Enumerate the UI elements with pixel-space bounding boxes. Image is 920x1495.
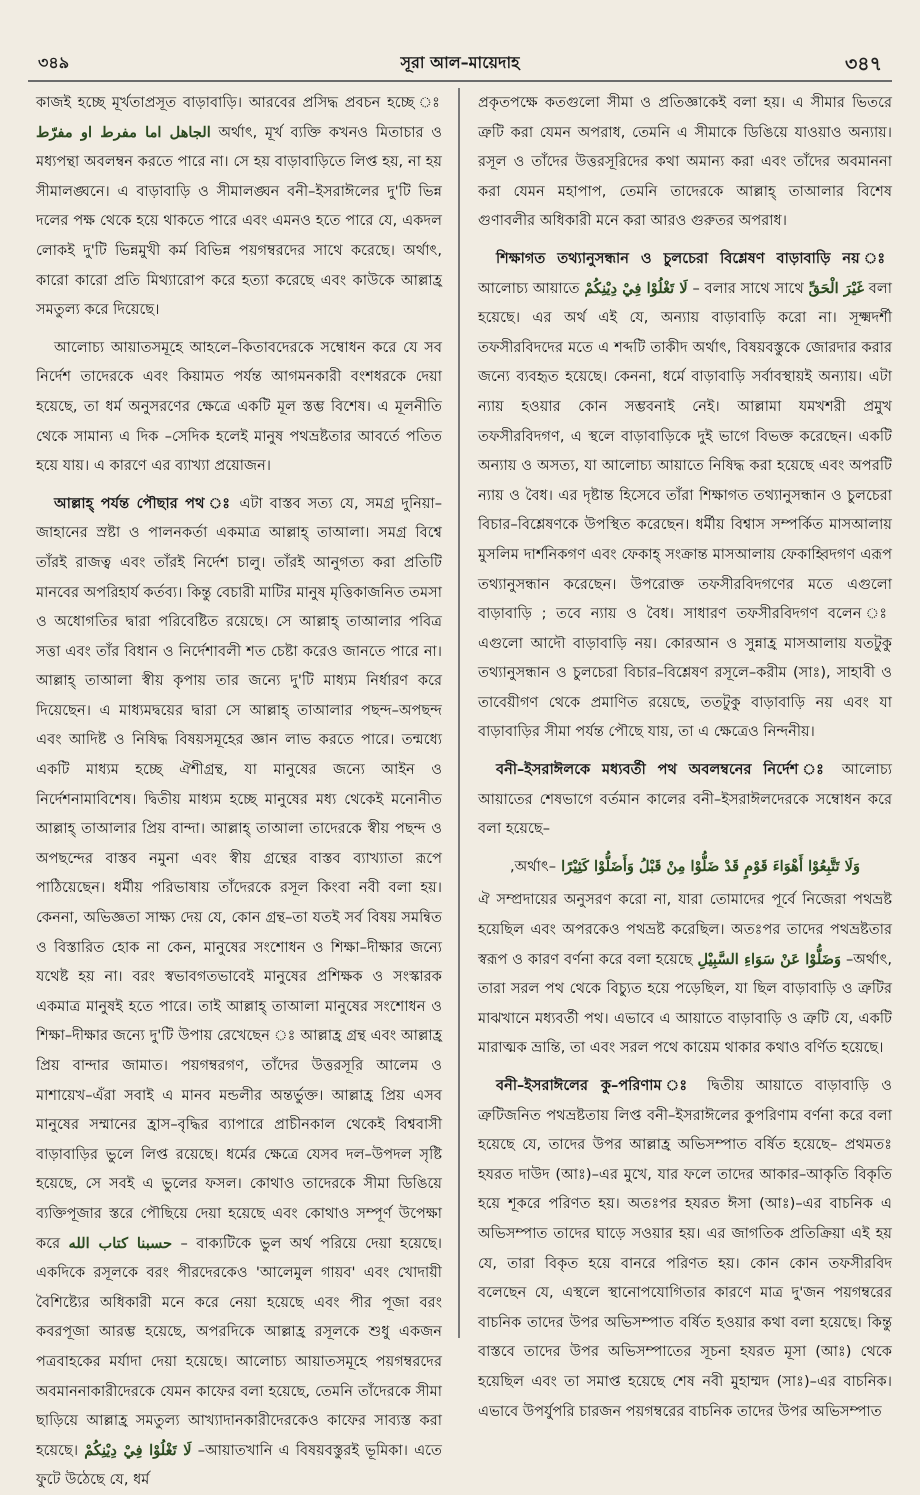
paragraph: প্রকৃতপক্ষে কতগুলো সীমা ও প্রতিজ্ঞাকেই বলা হয়। এ সীমার ভিতরে ত্রুটি করা যেমন অপরাধ, তেমনি এ সীমাকে ডিঙিয়ে যাওয়াও অন্যায়। রসূল ও তাঁদের উত্তরসূরিদের কথা অমান্য করা এবং তাঁদের অবমাননা করা যেমন মহাপাপ, তেমনি তাদেরকে আল্লাহ্ তাআলার বিশেষ গুণাবলীর অধিকারী মনে করা আরও গুরুতর অপরাধ। <box>478 94 892 230</box>
text: কাজই হচ্ছে মূর্খতাপ্রসূত বাড়াবাড়ি। আরবের প্রসিদ্ধ প্রবচন হচ্ছে ঃ <box>36 94 442 111</box>
arabic-quote: لَا تَغْلُوْا فِيْ دِيْنِكُمْ <box>84 1441 192 1459</box>
paragraph <box>36 489 442 1495</box>
page-number-left: ৩৪৯ <box>38 53 70 72</box>
left-column <box>36 88 443 1489</box>
arabic-quote: لَا تَغْلُوْا فِيْ دِيْنِكُمْ <box>584 279 688 297</box>
text: আলোচ্য আয়াতের শেষভাগে বর্তমান কালের বনী–ইসরাঈলদেরকে সম্বোধন করে বলা হয়েছে– <box>478 761 893 838</box>
text: দ্বিতীয় আয়াতে বাড়াবাড়ি ও ত্রুটিজনিত পথভ্রষ্টতায় লিপ্ত বনী–ইসরাঈলের কুপরিণাম বর্ণনা করে বলা হয়েছে যে, তাদের উপর আল্লাহ্র অভিসম্পাত বর্ষিত হয়েছে– প্রথমতঃ হযরত দাউদ (আঃ)–এর মুখে, যার ফলে তাদের আকার–আকৃতি বিকৃতি হয়ে শূকরে পরিণত হয়। অতঃপর হযরত ঈসা (আঃ)–এর বাচনিক এ অভিসম্পাত তাদের ঘাড়ে সওয়ার হয়। এর জাগতিক প্রতিক্রিয়া এই হয় যে, তারা বিকৃত হয়ে বানরে পরিণত হয়। কোন কোন তফসীরবিদ বলেছেন যে, এস্থলে স্থানোপযোগিতার কারণে মাত্র দু'জন পয়গম্বরের বাচনিক তাদের উপর অভিসম্পাত বর্ষিত হওয়ার কথা বলা হয়েছে। কিন্তু বাস্তবে তাদের উপর অভিসম্পাতের সূচনা হযরত মূসা (আঃ) থেকে হয়েছিল এবং তা সমাপ্ত হয়েছে শেষ নবী মুহাম্মদ (সাঃ)–এর বাচনিক। এভাবে উপর্যুপরি চারজন পয়গম্বরের বাচনিক তাদের উপর অভিসম্পাত <box>478 1077 893 1420</box>
arabic-quote: الجاهل اما مفرط او مفرّط <box>36 123 211 141</box>
arabic-quote: حسبنا كتاب الله <box>68 1234 173 1252</box>
text: –অর্থাৎ, <box>509 857 556 875</box>
paragraph <box>36 88 442 325</box>
running-title: সূরা আল–মায়েদাহ <box>400 53 520 72</box>
paragraph <box>478 244 892 747</box>
paragraph: আলোচ্য আয়াতসমূহে আহলে–কিতাবদেরকে সম্বোধন করে যে সব নির্দেশ তাদেরকে এবং কিয়ামত পর্যন্ত আগমনকারী বংশধরকে দেয়া হয়েছে, তা ধর্ম অনুসরণের ক্ষেত্রে একটি মূল স্তম্ভ বিশেষ। এ মূলনীতি থেকে সামান্য এ দিক –সেদিক হলেই মানুষ পথভ্রষ্টতার আবর্তে পতিত হয়ে যায়। এ কারণে এর ব্যাখ্যা প্রয়োজন। <box>36 338 442 475</box>
section-heading: শিক্ষাগত তথ্যানুসন্ধান ও চুলচেরা বিশ্লেষণ বাড়াবাড়ি নয় ঃ <box>496 249 892 267</box>
arabic-quote: وَضَلُّوْا عَنْ سَوَاءِ السَّبِيْلِ <box>697 950 842 968</box>
section-heading: বনী–ইসরাঈলকে মধ্যবর্তী পথ অবলম্বনের নির্দেশ ঃ <box>496 761 831 779</box>
page-header <box>28 40 892 82</box>
paragraph <box>478 1071 892 1426</box>
section-heading: আল্লাহ্ পর্যন্ত পৌছার পথ ঃ <box>54 494 233 512</box>
text: আলোচ্য আয়াতে <box>478 279 580 297</box>
text: –অর্থাৎ, তারা সরল পথ থেকে বিচ্যুত হয়ে পড়েছিল, যা ছিল বাড়াবাড়ি ও ত্রুটির মাঝখানে মধ্যবর্তী পথ। এভাবে এ আয়াতে বাড়াবাড়ি ও ত্রুটি যে, একটি মারাত্মক ভ্রান্তি, তা এবং সরল পথে কায়েম থাকার কথাও বর্ণিত হয়েছে। <box>478 950 893 1057</box>
text: এটা বাস্তব সত্য যে, সমগ্র দুনিয়া–জাহানের স্রষ্টা ও পালনকর্তা একমাত্র আল্লাহ্ তাআলা। সমগ্র বিশ্বে তাঁরই রাজত্ব এবং তাঁরই নির্দেশ চালু। তাঁরই আনুগত্য করা প্রতিটি মানবের অপরিহার্য কর্তব্য। কিন্তু বেচারী মাটির মানুষ মৃত্তিকাজনিত তমসা ও অধোগতির দ্বারা পরিবেষ্টিত রয়েছে। সে আল্লাহ্ তাআলার পবিত্র সত্তা এবং তাঁর বিধান ও নির্দেশাবলী শত চেষ্টা করেও জানতে পারে না। আল্লাহ্ তাআলা স্বীয় কৃপায় তার জন্যে দু'টি মাধ্যম নির্ধারণ করে দিয়েছেন। এ মাধ্যমদ্বয়ের দ্বারা সে আল্লাহ্ তাআলার পছন্দ–অপছন্দ এবং আদিষ্ট ও নিষিদ্ধ বিষয়সমূহের জ্ঞান লাভ করতে পারে। তন্মধ্যে একটি মাধ্যম হচ্ছে ঐশীগ্রন্থ, যা মানুষের জন্যে আইন ও নির্দেশনামাবিশেষ। দ্বিতীয় মাধ্যম হচ্ছে মানুষের মধ্য থেকেই মনোনীত আল্লাহ্ তাআলার প্রিয় বান্দা। আল্লাহ্ তাআলা তাদেরকে স্বীয় পছন্দ ও অপছন্দের বাস্তব নমুনা এবং স্বীয় গ্রন্থের বাস্তব ব্যাখ্যাতা রূপে পাঠিয়েছেন। ধর্মীয় পরিভাষায় তাঁদেরকে রসূল কিংবা নবী বলা হয়। কেননা, অভিজ্ঞতা সাক্ষ্য দেয় যে, কোন গ্রন্থ–তা যতই সর্ব বিষয় সমন্বিত ও বিস্তারিত হোক না কেন, মানুষের সংশোধন ও শিক্ষা–দীক্ষার জন্যে যথেষ্ট হয় না। বরং স্বভাবগতভাবেই মানুষের প্রশিক্ষক ও সংস্কারক একমাত্র মানুষই হতে পারে। তাই আল্লাহ্ তাআলা মানুষের সংশোধন ও শিক্ষা–দীক্ষার জন্যে দু'টি উপায় রেখেছেন ঃ আল্লাহ্র গ্রন্থ এবং আল্লাহ্র প্রিয় বান্দার জামাত। পয়গম্বরগণ, তাঁদের উত্তরসূরি আলেম ও মাশায়েখ–এঁরা সবাই এ মানব মন্ডলীর অন্তর্ভুক্ত। আল্লাহ্র প্রিয় এসব মানুষের সম্মানের হ্রাস–বৃদ্ধির ব্যাপারে প্রাচীনকাল থেকেই বিশ্ববাসী বাড়াবাড়ির ভুলে লিপ্ত রয়েছে। ধর্মের ক্ষেত্রে যেসব দল–উপদল সৃষ্টি হয়েছে, সে সবই এ ভুলের ফসল। কোথাও তাদেরকে সীমা ডিঙিয়ে ব্যক্তিপূজার স্তরে পৌছিয়ে দেয়া হয়েছে এবং কোথাও সম্পূর্ণ উপেক্ষা করে <box>36 494 442 1252</box>
text: –আয়াতখানি এ বিষয়বস্তুরই ভূমিকা। এতে ফুটে উঠেছে যে, ধর্ম <box>36 1441 442 1489</box>
arabic-quote: وَلَا تَتَّبِعُوْا أَهْوَاءَ قَوْمٍ قَدْ ضَلُّوْا مِنْ قَبْلُ وَأَضَلُّوْا كَثِيْرًا <box>561 857 861 875</box>
text: – বলার সাথে সাথে <box>692 279 804 297</box>
arabic-verse <box>478 852 892 882</box>
section-heading: বনী–ইসরাঈলের কু–পরিণাম ঃ <box>496 1077 695 1094</box>
paragraph <box>478 885 892 1063</box>
text: – বাক্যটিকে ভুল অর্থ পরিয়ে দেয়া হয়েছে। একদিকে রসূলকে বরং পীরদেরকেও 'আলেমুল গায়ব' এবং খোদায়ী বৈশিষ্ট্যের অধিকারী মনে করে নেয়া হয়েছে এবং পীর পূজা বরং কবরপূজা আরম্ভ হয়েছে, অপরদিকে আল্লাহ্র রসূলকে শুধু একজন পত্রবাহকের মর্যাদা দেয়া হয়েছে। আলোচ্য আয়াতসমূহে পয়গম্বরদের অবমাননাকারীদেরকে যেমন কাফের বলা হয়েছে, তেমনি তাঁদেরকে সীমা ছাড়িয়ে আল্লাহ্র সমতুল্য আখ্যাদানকারীদেরকেও কাফের সাব্যস্ত করা হয়েছে। <box>36 1234 443 1459</box>
text: অর্থাৎ, মূর্খ ব্যক্তি কখনও মিতাচার ও মধ্যপন্থা অবলম্বন করতে পারে না। সে হয় বাড়াবাড়িতে লিপ্ত হয়, না হয় সীমালঙ্ঘনে। এ বাড়াবাড়ি ও সীমালঙ্ঘন বনী–ইসরাঈলের দু'টি ভিন্ন দলের পক্ষ থেকে হয়ে থাকতে পারে এবং এমনও হতে পারে যে, একদল লোকই দু'টি ভিন্নমুখী কর্ম বিভিন্ন পয়গম্বরদের সাথে করেছে। অর্থাৎ, কারো কারো প্রতি মিথ্যারোপ করে হত্যা করেছে এবং কাউকে আল্লাহ্র সমতুল্য করে দিয়েছে। <box>36 123 442 319</box>
right-column <box>478 88 893 1420</box>
arabic-quote: غَيْرَ الْحَقِّ <box>808 279 864 297</box>
paragraph <box>478 755 892 844</box>
text: বলা হয়েছে। এর অর্থ এই যে, অন্যায় বাড়াবাড়ি করো না। সূক্ষ্মদর্শী তফসীরবিদদের মতে এ শব্দটি তাকীদ অর্থাৎ, বিষয়বস্তুকে জোরদার করার জন্যে ব্যবহৃত হয়েছে। কেননা, ধর্মে বাড়াবাড়ি সর্বাবস্থায়ই অন্যায়। এটা ন্যায় হওয়ার কোন সম্ভবনাই নেই। আল্লামা যমখশরী প্রমুখ তফসীরবিদগণ, এ স্থলে বাড়াবাড়িকে দুই ভাগে বিভক্ত করেছেন। একটি অন্যায় ও অসত্য, যা আলোচ্য আয়াতে নিষিদ্ধ করা হয়েছে এবং অপরটি ন্যায় ও বৈধ। এর দৃষ্টান্ত হিসেবে তাঁরা শিক্ষাগত তথ্যানুসন্ধান ও চুলচেরা বিচার–বিশ্লেষণকে উপস্থিত করেছেন। ধর্মীয় বিশ্বাস সম্পর্কিত মাসআলায় মুসলিম দার্শনিকগণ এবং ফেকাহ্ সংক্রান্ত মাসআলায় ফেকাহ্বিদগণ এরূপ তথ্যানুসন্ধান করেছেন। উপরোক্ত তফসীরবিদগণের মতে এগুলো বাড়াবাড়ি ; তবে ন্যায় ও বৈধ। সাধারণ তফসীরবিদগণ বলেন ঃ এগুলো আদৌ বাড়াবাড়ি নয়। কোরআন ও সুন্নাহ্র মাসআলায় যতটুকু তথ্যানুসন্ধান ও চুলচেরা বিচার–বিশ্লেষণ রসূলে–করীম (সাঃ), সাহাবী ও তাবেয়ীগণ থেকে প্রমাণিত রয়েছে, ততটুকু বাড়াবাড়ি নয় এবং যা বাড়াবাড়ির সীমা পর্যন্ত পৌছে যায়, তা এ ক্ষেত্রেও নিন্দনীয়। <box>478 279 893 741</box>
text: ঐ সম্প্রদায়ের অনুসরণ করো না, যারা তোমাদের পূর্বে নিজেরা পথভ্রষ্ট হয়েছিল এবং অপরকেও পথভ্রষ্ট করেছিল। অতঃপর তাদের পথভ্রষ্টতার স্বরূপ ও কারণ বর্ণনা করে বলা হয়েছে <box>478 891 892 968</box>
column-divider <box>458 88 460 1338</box>
page-number-right: ৩৪৭ <box>844 53 882 75</box>
